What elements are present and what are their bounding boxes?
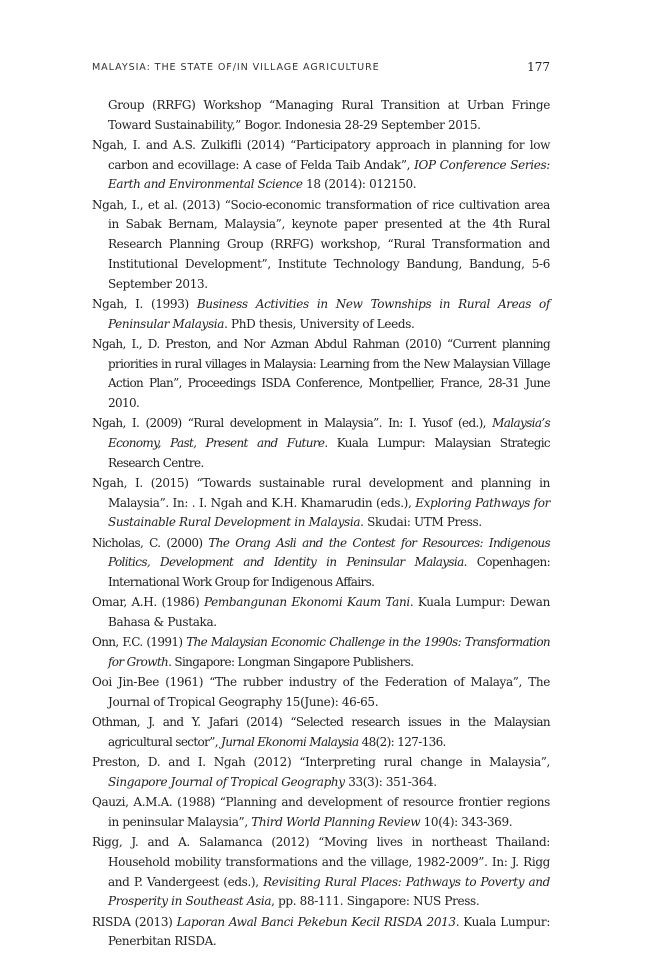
reference-entry: Ngah, I. and A.S. Zulkifli (2014) “Participatory approach in planning for low carbon and ecovillage: A case of Felda Taib Andak”, IOP Conference Series: Earth and Environmental Science 18 (2014): 012150. [92, 138, 550, 192]
reference-entry: Onn, F.C. (1991) The Malaysian Economic Challenge in the 1990s: Transformation for Growth. Singapore: Longman Singapore Publishers. [92, 635, 551, 670]
reference-entry: Ngah, I. (1993) Business Activities in New Townships in Rural Areas of Peninsular Malaysia. PhD thesis, University of Leeds. [92, 296, 550, 331]
reference-entry: Ngah, I. (2009) “Rural development in Malaysia”. In: I. Yusof (ed.), Malaysia’s Economy, Past, Present and Future. Kuala Lumpur: Malaysian Strategic Research Centre. [92, 416, 551, 470]
reference-entry: Preston, D. and I. Ngah (2012) “Interpreting rural change in Malaysia”, Singapore Journal of Tropical Geography 33(3): 351-364. [92, 755, 550, 790]
reference-entry: Qauzi, A.M.A. (1988) “Planning and development of resource frontier regions in peninsular Malaysia”, Third World Planning Review 10(4): 343-369. [92, 795, 550, 830]
reference-entry: Omar, A.H. (1986) Pembangunan Ekonomi Kaum Tani. Kuala Lumpur: Dewan Bahasa & Pustaka. [92, 595, 550, 630]
reference-list [92, 96, 550, 953]
reference-entry: Nicholas, C. (2000) The Orang Asli and the Contest for Resources: Indigenous Politics, Development and Identity in Peninsular Malaysia. Copenhagen: International Work Group for Indigenous Affairs. [92, 535, 550, 590]
reference-entry: Ngah, I., et al. (2013) “Socio-economic transformation of rice cultivation area in Sabak Bernam, Malaysia”, keynote paper presented at the 4th Rural Research Planning Group (RRFG) workshop, “Rural Transformation and Institutional Development”, Institute Technology Bandung, Bandung, 5-6 September 2013. [92, 197, 550, 291]
reference-entry: Group (RRFG) Workshop “Managing Rural Transition at Urban Fringe Toward Sustainability,” Bogor. Indonesia 28-29 September 2015. [108, 98, 550, 132]
reference-entry: Ngah, I., D. Preston, and Nor Azman Abdul Rahman (2010) “Current planning priorities in rural villages in Malaysia: Learning from the New Malaysian Village Action Plan”, Proceedings ISDA Conference, Montpellier, France, 28-31 June 2010. [92, 336, 550, 410]
reference-entry: Ngah, I. (2015) “Towards sustainable rural development and planning in Malaysia”. In: . I. Ngah and K.H. Khamarudin (eds.), Exploring Pathways for Sustainable Rural Development in Malaysia. Skudai: UTM Press. [92, 475, 550, 530]
reference-entry: Othman, J. and Y. Jafari (2014) “Selected research issues in the Malaysian agricultural sector”, Jurnal Ekonomi Malaysia 48(2): 127-136. [92, 715, 550, 750]
reference-entry: Ooi Jin-Bee (1961) “The rubber industry of the Federation of Malaya”, The Journal of Tropical Geography 15(June): 46-65. [92, 675, 550, 710]
page-number: 177 [527, 60, 550, 74]
running-header: MALAYSIA: THE STATE OF/IN VILLAGE AGRICULTURE [92, 62, 380, 73]
reference-entry: Rigg, J. and A. Salamanca (2012) “Moving lives in northeast Thailand: Household mobility transformations and the village, 1982-2009”. In: J. Rigg and P. Vandergeest (eds.), Revisiting Rural Places: Pathways to Poverty and Prosperity in Southeast Asia, pp. 88-111. Singapore: NUS Press. [92, 835, 550, 909]
reference-entry: RISDA (2013) Laporan Awal Banci Pekebun Kecil RISDA 2013. Kuala Lumpur: Penerbitan RISDA. [92, 914, 551, 949]
